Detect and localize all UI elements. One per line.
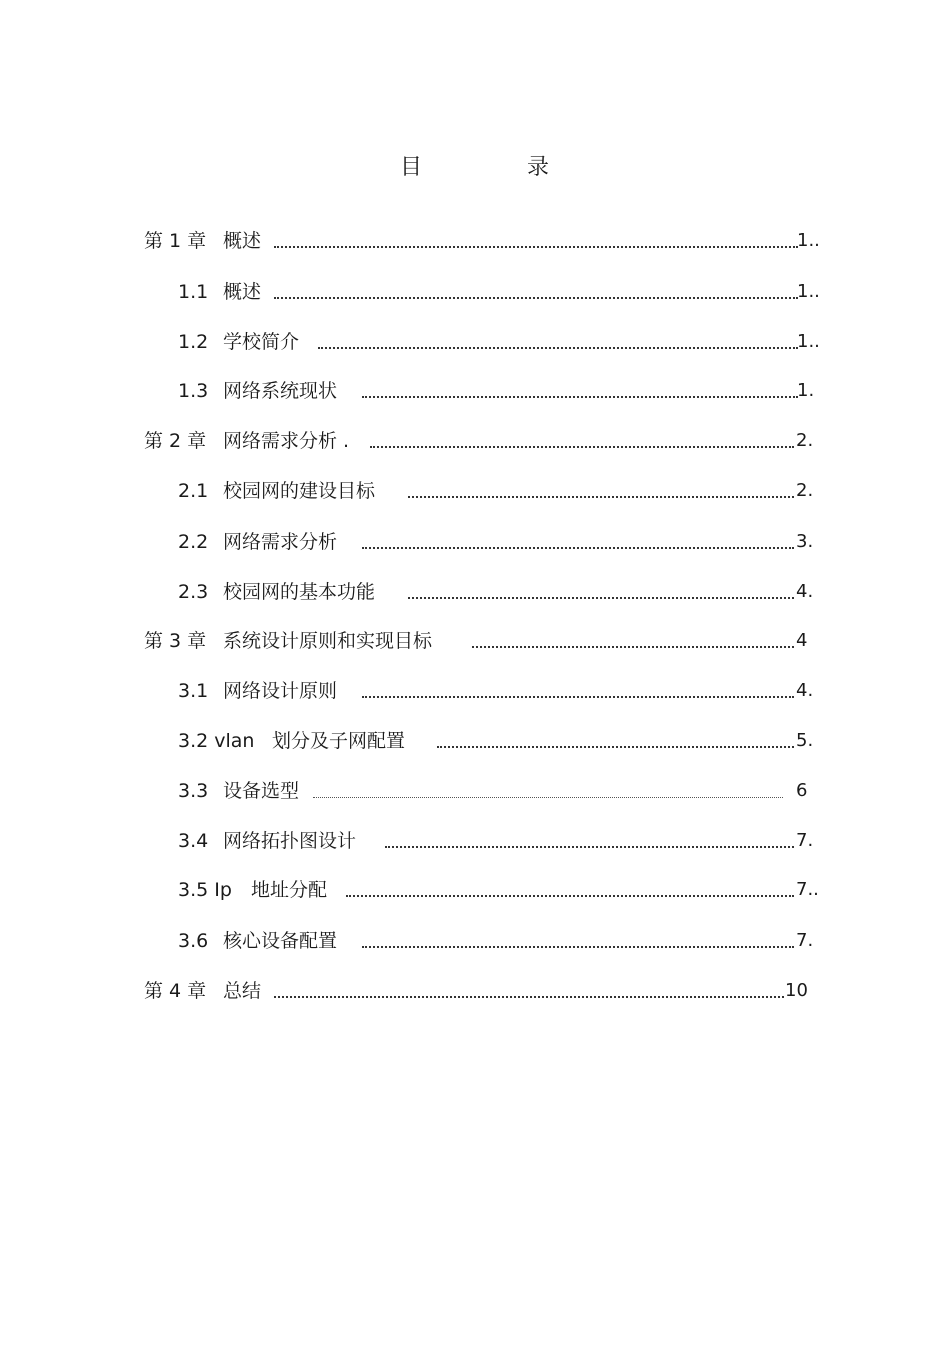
toc-entry-number: 1.2 <box>178 331 209 353</box>
toc-entry-number: 3.1 <box>178 680 209 702</box>
toc-entry-label: 校园网的建设目标 <box>223 480 376 502</box>
toc-entry-page: 4. <box>796 680 814 701</box>
toc-leader-dots <box>362 944 794 948</box>
toc-entry-page: 7. <box>796 830 814 851</box>
toc-entry-page: 3. <box>796 531 814 552</box>
toc-entry-page: 6 <box>796 780 808 801</box>
toc-leader-dots <box>408 595 794 599</box>
toc-leader-dots <box>318 345 798 349</box>
toc-entry-number: 第 2 章 <box>144 430 207 452</box>
toc-entry-2-2[interactable] <box>0 527 950 557</box>
toc-entry-page: 1.. <box>797 281 820 302</box>
toc-entry-label: 划分及子网配置 <box>272 730 406 752</box>
toc-entry-number: 3.5 Ip <box>178 879 232 901</box>
toc-entry-label: 系统设计原则和实现目标 <box>223 630 433 652</box>
toc-leader-dots <box>346 893 794 897</box>
toc-entry-page: 4 <box>796 630 808 651</box>
toc-leader-dots <box>274 295 798 299</box>
toc-entry-chapter-1[interactable] <box>0 226 950 256</box>
toc-entry-number: 第 1 章 <box>144 230 207 252</box>
toc-entry-3-1[interactable] <box>0 676 950 706</box>
toc-entry-page: 7. <box>796 930 814 951</box>
toc-entry-number: 3.2 vlan <box>178 730 255 752</box>
toc-leader-dots <box>274 244 798 248</box>
toc-entry-2-1[interactable] <box>0 476 950 506</box>
toc-title-char-1: 目 <box>400 155 423 180</box>
toc-leader-dots <box>313 795 783 798</box>
toc-entry-chapter-2[interactable] <box>0 426 950 456</box>
toc-entry-1-3[interactable] <box>0 376 950 406</box>
toc-leader-dots <box>362 394 798 398</box>
toc-entry-number: 2.2 <box>178 531 209 553</box>
toc-entry-label: 校园网的基本功能 <box>223 581 376 603</box>
toc-leader-dots <box>408 494 794 498</box>
toc-leader-dots <box>274 994 784 998</box>
toc-entry-page: 1. <box>797 380 815 401</box>
toc-entry-number: 1.3 <box>178 380 209 402</box>
toc-entry-1-1[interactable] <box>0 277 950 307</box>
toc-entry-number: 3.4 <box>178 830 209 852</box>
toc-entry-page: 5. <box>796 730 814 751</box>
toc-entry-label: 网络拓扑图设计 <box>223 830 357 852</box>
toc-entry-2-3[interactable] <box>0 577 950 607</box>
toc-leader-dots <box>370 444 794 448</box>
toc-entry-number: 1.1 <box>178 281 209 303</box>
toc-leader-dots <box>472 644 794 648</box>
toc-entry-number: 3.6 <box>178 930 209 952</box>
toc-entry-3-2[interactable] <box>0 726 950 756</box>
toc-entry-1-2[interactable] <box>0 327 950 357</box>
toc-entry-chapter-4[interactable] <box>0 976 950 1006</box>
toc-entry-label: 总结 <box>223 980 262 1002</box>
toc-leader-dots <box>362 694 794 698</box>
toc-entry-number: 第 3 章 <box>144 630 207 652</box>
toc-entry-3-5[interactable] <box>0 875 950 905</box>
toc-title-char-2: 录 <box>527 155 550 180</box>
toc-entry-label: 网络系统现状 <box>223 380 338 402</box>
toc-entry-page: 1.. <box>797 331 820 352</box>
toc-entry-page: 10 <box>785 980 808 1001</box>
toc-entry-3-6[interactable] <box>0 926 950 956</box>
toc-entry-label: 学校简介 <box>223 331 300 353</box>
toc-entry-page: 7.. <box>796 879 819 900</box>
toc-entry-label: 概述 <box>223 230 262 252</box>
toc-entry-page: 2. <box>796 430 814 451</box>
toc-entry-chapter-3[interactable] <box>0 626 950 656</box>
toc-entry-label: 核心设备配置 <box>223 930 338 952</box>
toc-entry-page: 2. <box>796 480 814 501</box>
toc-entry-label: 地址分配 <box>251 879 328 901</box>
toc-entry-number: 2.1 <box>178 480 209 502</box>
toc-leader-dots <box>385 844 794 848</box>
toc-entry-number: 2.3 <box>178 581 209 603</box>
toc-entry-number: 第 4 章 <box>144 980 207 1002</box>
toc-entry-label: 网络设计原则 <box>223 680 338 702</box>
toc-entry-page: 1.. <box>797 230 820 251</box>
toc-entry-page: 4. <box>796 581 814 602</box>
toc-entry-label: 概述 <box>223 281 262 303</box>
toc-entry-3-3[interactable] <box>0 776 950 806</box>
toc-entry-number: 3.3 <box>178 780 209 802</box>
toc-entry-3-4[interactable] <box>0 826 950 856</box>
toc-entry-label: 网络需求分析 <box>223 531 338 553</box>
toc-leader-dots <box>437 744 794 748</box>
toc-entry-label: 网络需求分析 . <box>223 430 350 452</box>
toc-leader-dots <box>362 545 794 549</box>
toc-entry-label: 设备选型 <box>223 780 300 802</box>
